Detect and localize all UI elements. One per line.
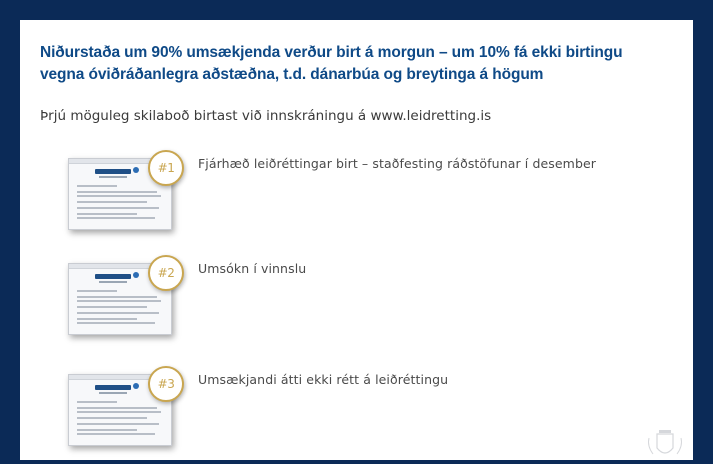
message-label: Umsókn í vinnslu [198, 261, 307, 276]
slide-subtitle: Þrjú möguleg skilaboð birtast við innskráningu á www.leidretting.is [40, 108, 492, 124]
message-item-2 [68, 263, 628, 353]
slide-title: Niðurstaða um 90% umsækjenda verður birt á morgun – um 10% fá ekki birtingu vegna óviðráðanlegra aðstæðna, t.d. dánarbúa og breytinga á högum [40, 44, 623, 83]
message-label: Umsækjandi átti ekki rétt á leiðréttingu [198, 372, 449, 387]
number-badge: #1 [148, 150, 184, 186]
slide [20, 20, 693, 460]
message-label: Fjárhæð leiðréttingar birt – staðfesting ráðstöfunar í desember [198, 156, 597, 171]
message-item-1 [68, 158, 628, 248]
number-badge: #3 [148, 366, 184, 402]
coat-of-arms-icon [645, 428, 685, 460]
message-item-3 [68, 374, 628, 464]
number-badge: #2 [148, 255, 184, 291]
